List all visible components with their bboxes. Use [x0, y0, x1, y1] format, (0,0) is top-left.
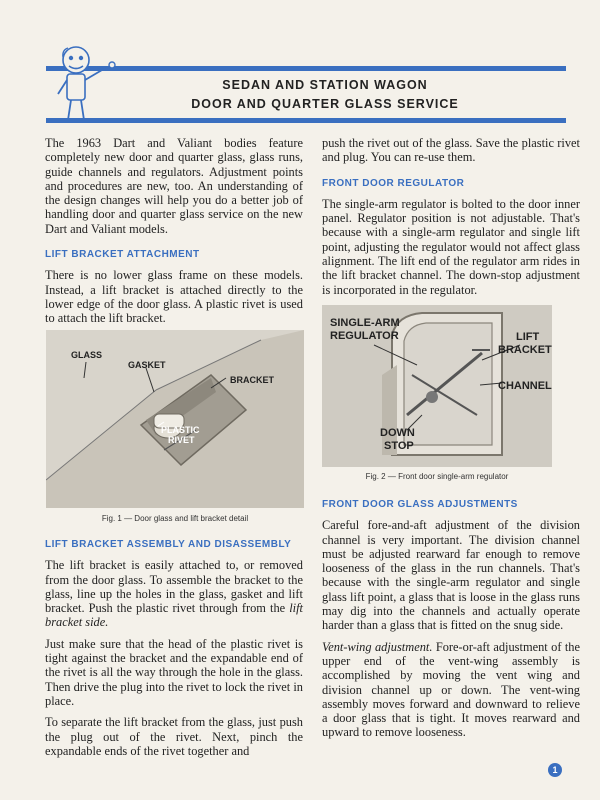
figure-2-caption: Fig. 2 — Front door single-arm regulator — [365, 472, 509, 481]
page-number-badge: 1 — [548, 763, 562, 777]
fig2-label-down: DOWN — [380, 427, 415, 439]
fig2-label-bracket: BRACKET — [498, 344, 552, 356]
fig2-label-regulator: REGULATOR — [330, 330, 399, 342]
figure-1-photo — [46, 330, 304, 508]
assembly-paragraph-3: To separate the lift bracket from the glass, just push the plug out of the rivet. Next, pinch the expandable ends of the rivet together and — [45, 715, 303, 758]
fig1-label-plastic: PLASTIC — [161, 425, 200, 435]
fig2-label-channel: CHANNEL — [498, 380, 552, 392]
assembly-text: The lift bracket is easily attached to, or removed from the door glass. To assemble the bracket to the glass, line up the holes in the glass, gasket and lift bracket. Push the plastic rivet through from the — [45, 558, 303, 616]
right-column — [322, 136, 580, 304]
left-column — [45, 136, 303, 333]
regulator-paragraph: The single-arm regulator is bolted to the door inner panel. Regulator position is not adjustable. That's because with a single-arm regulator and single lift point, adjusting the regulator would not affect glass alignment. The lift end of the regulator arm rides in the lift bracket channel. The down-stop adjustment is incorporated in the regulator. — [322, 196, 580, 297]
glass-adjustments-paragraph: Careful fore-and-aft adjustment of the division channel is very important. The division channel must be adjusted rearward far enough to remove looseness of the glass in the run channels. That's because with the single-arm regulator and single glass lift point, a glass that is loose in the glass runs may dig into the channels and actually operate harder than a glass that is fitted on the snug side. — [322, 518, 580, 633]
fig1-label-glass: GLASS — [71, 350, 103, 360]
intro-paragraph: The 1963 Dart and Valiant bodies feature completely new door and quarter glass, glass runs, guide channels and regulators. Adjustment points and procedures are new, too. An understanding of the design changes will help you do a better job of handling door and quarter glass service on the new Dart and Valiant models. — [45, 136, 303, 236]
figure-1-caption: Fig. 1 — Door glass and lift bracket detail — [101, 514, 249, 523]
header-band-top — [46, 66, 566, 71]
page-title-line1: SEDAN AND STATION WAGON — [222, 78, 428, 92]
fig2-label-lift: LIFT — [516, 331, 540, 343]
lift-bracket-attachment-paragraph: There is no lower glass frame on these models. Instead, a lift bracket is attached directly to the lower edge of the door glass. A plastic rivet is used to attach the lift bracket. — [45, 268, 303, 326]
figure-2-photo — [322, 305, 552, 467]
fig2-label-single-arm: SINGLE-ARM — [330, 317, 400, 329]
header-band-bottom — [46, 118, 566, 123]
continued-paragraph: push the rivet out of the glass. Save the plastic rivet and plug. You can re-use them. — [322, 136, 580, 165]
vent-wing-label: Vent-wing adjustment. — [322, 639, 433, 654]
fig1-label-gasket: GASKET — [128, 360, 166, 370]
assembly-paragraph-1 — [45, 558, 303, 629]
section-heading-lift-bracket-assembly: LIFT BRACKET ASSEMBLY AND DISASSEMBLY — [45, 539, 292, 550]
right-column-lower — [322, 498, 580, 747]
left-column-lower — [45, 538, 303, 765]
vent-wing-paragraph — [322, 640, 580, 740]
section-heading-lift-bracket-attachment: LIFT BRACKET ATTACHMENT — [45, 249, 200, 261]
section-heading-front-door-regulator: FRONT DOOR REGULATOR — [322, 177, 465, 189]
fig2-label-stop: STOP — [384, 440, 414, 452]
fig1-label-rivet: RIVET — [168, 435, 195, 445]
page-title-line2: DOOR AND QUARTER GLASS SERVICE — [191, 97, 459, 111]
vent-wing-text: Fore-or-aft adjustment of the upper end of the vent-wing assembly is accomplished by moving the vent wing and division channel up or down. The vent-wing assembly moves forward and downward to relieve a door glass that is tight. It moves rearward and upward to remove looseness. — [322, 639, 580, 740]
fig1-label-bracket: BRACKET — [230, 375, 274, 385]
assembly-paragraph-2: Just make sure that the head of the plastic rivet is tight against the bracket and the expandable end of the rivet is all the way through the hole in the glass. Then drive the plug into the rivet to lock the rivet in place. — [45, 636, 303, 708]
section-heading-front-door-glass-adjustments: FRONT DOOR GLASS ADJUSTMENTS — [322, 499, 518, 510]
assembly-text-italic: lift bracket side. — [45, 601, 303, 630]
